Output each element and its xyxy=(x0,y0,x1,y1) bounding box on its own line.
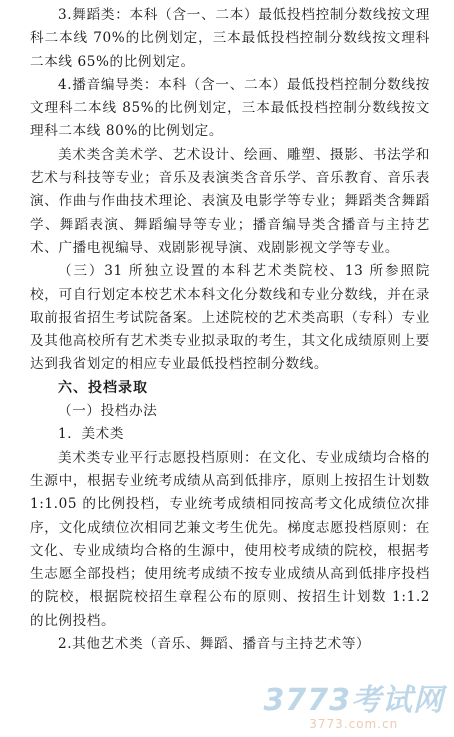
watermark-url: 3773.com.cn xyxy=(309,717,399,731)
item-1-title: 1．美术类 xyxy=(58,426,125,443)
paragraph-independent-colleges: （三）31 所独立设置的本科艺术类院校、13 所参照院校，可自行划定本校艺术本科文化分数线和专业分数线，并在录取前报省招生考试院备案。上述院校的艺术类高职（专科）专业及其他高校所有艺术类专业拟录取的考生，其文化成绩原则上要达到我省划定的相应专业最低投档控制分数线。 xyxy=(30,263,430,373)
watermark-logo-text: 3773考试网 xyxy=(263,683,444,718)
paragraph-category-definitions: 美术类含美术学、艺术设计、绘画、雕塑、摄影、书法学和艺术与科技等专业；音乐及表演类含音乐学、音乐教育、音乐表演、作曲与作曲技术理论、表演及电影学等专业；舞蹈类含舞蹈学、舞蹈表演、舞蹈编导等专业；播音编导类含播音与主持艺术、广播电视编导、戏剧影视导演、戏剧影视文学等专业。 xyxy=(30,146,430,256)
item-2-title: 2.其他艺术类（音乐、舞蹈、播音与主持艺术等） xyxy=(58,636,371,653)
item-1-body: 美术类专业平行志愿投档原则：在文化、专业成绩均合格的生源中，根据专业统考成绩从高到低排序，原则上按招生计划数 1:1.05 的比例投档，专业统考成绩相同按高考文化成绩位次排序，文化成绩位次相同艺兼文考生优先。梯度志愿投档原则：在文化、专业成绩均合格的生源中，使用校考成绩的院校，根据考生志愿全部投档；使用统考成绩不按专业成绩从高到低排序投档的院校，根据院校招生章程公布的原则、按招生计划数 1:1.2 的比例投档。 xyxy=(30,449,430,629)
paragraph-broadcast: 4.播音编导类：本科（含一、二本）最低投档控制分数线按文理科二本线 85%的比例划定，三本最低投档控制分数线按文理科二本线 80%的比例划定。 xyxy=(30,76,430,140)
site-watermark xyxy=(264,685,445,731)
subsection-heading: （一）投档办法 xyxy=(58,403,158,420)
paragraph-dance: 3.舞蹈类：本科（含一、二本）最低投档控制分数线按文理科二本线 70%的比例划定，三本最低投档控制分数线按文理科二本线 65%的比例划定。 xyxy=(30,7,430,70)
section-heading: 六、投档录取 xyxy=(58,379,148,396)
